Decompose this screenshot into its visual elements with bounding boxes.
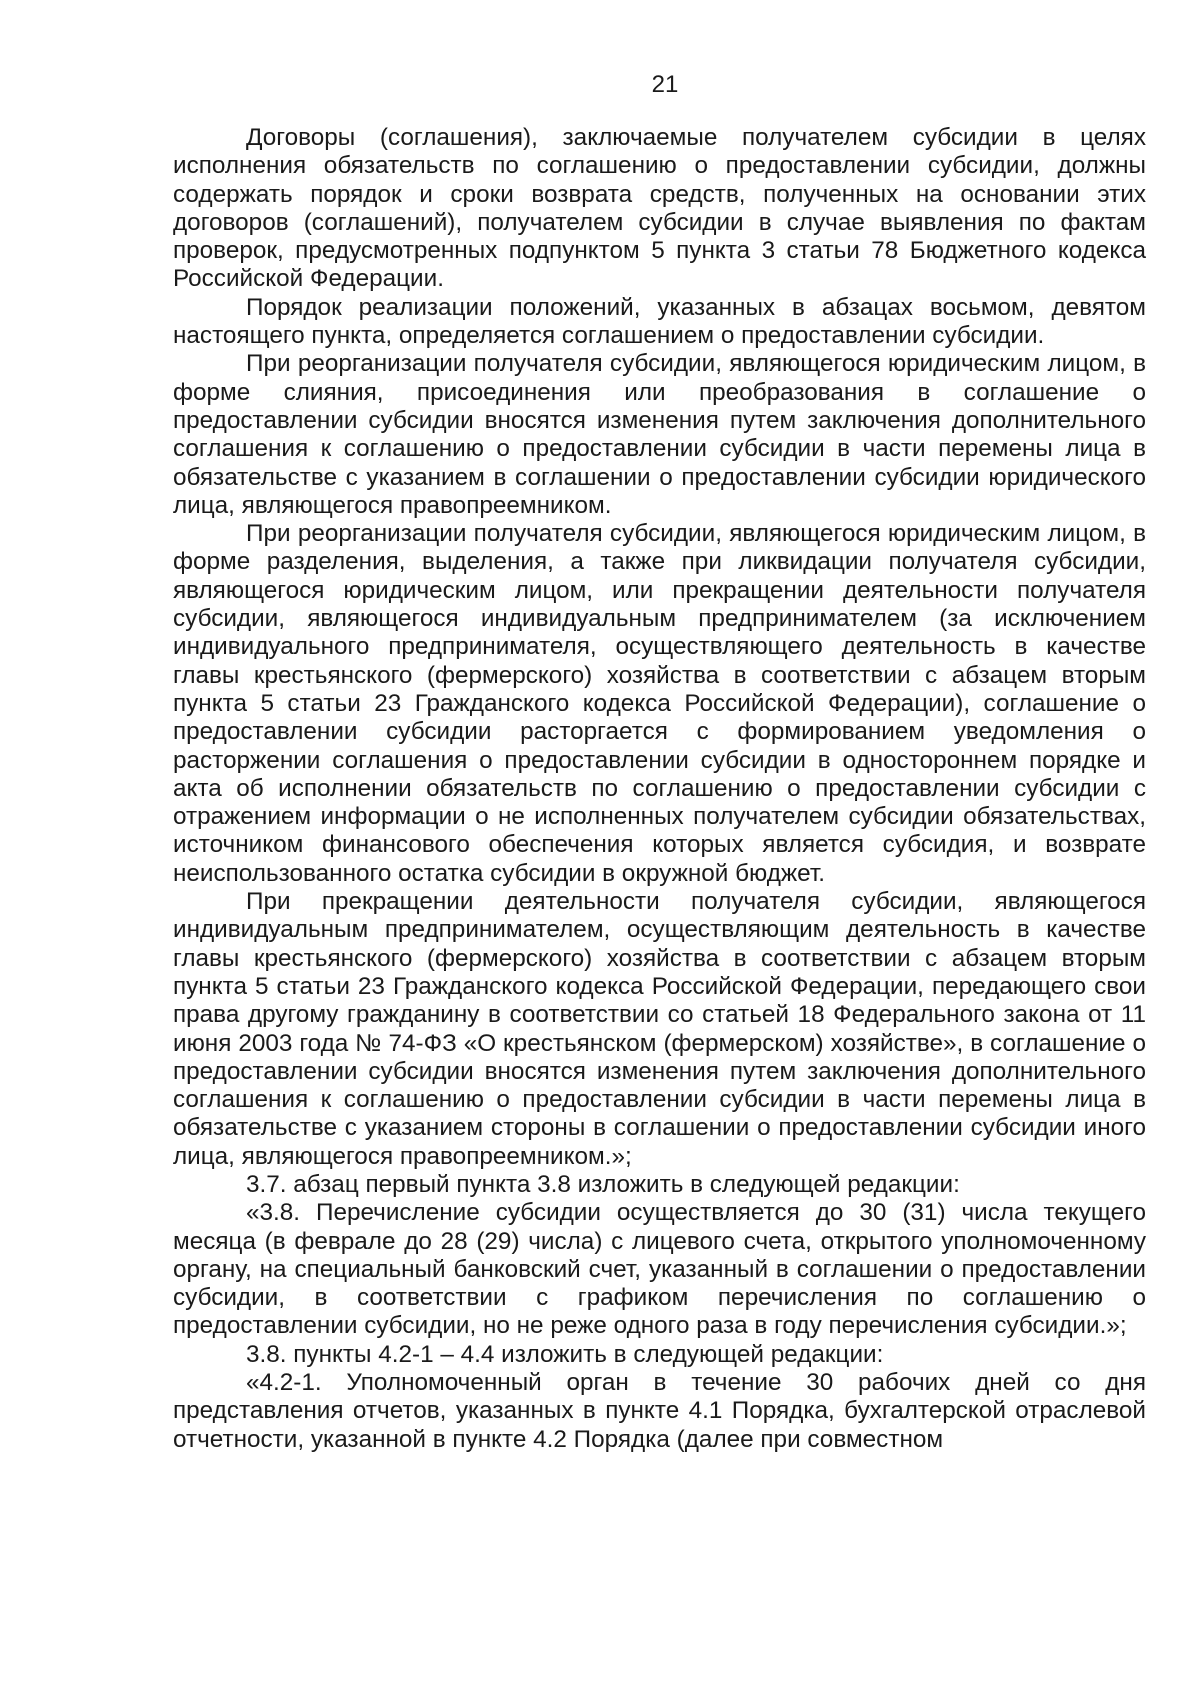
paragraph: 3.8. пункты 4.2-1 – 4.4 изложить в следующей редакции:: [246, 1340, 884, 1368]
paragraph: «3.8. Перечисление субсидии осуществляется до 30 (31) числа текущего месяца (в феврале до 28 (29) числа) с лицевого счета, открытого уполномоченному органу, на специальный банковский счет, указанный в соглашении о предоставлении субсидии, в соответствии с графиком перечисления по соглашению о предоставлении субсидии, но не реже одного раза в году перечисления субсидии.»;: [173, 1199, 1146, 1340]
page-number: 21: [651, 71, 679, 98]
paragraph: 3.7. абзац первый пункта 3.8 изложить в следующей редакции:: [246, 1170, 960, 1198]
paragraph: Договоры (соглашения), заключаемые получателем субсидии в целях исполнения обязательств по соглашению о предоставлении субсидии, должны содержать порядок и сроки возврата средств, полученных на основании этих договоров (соглашений), получателем субсидии в случае выявления по фактам проверок, предусмотренных подпунктом 5 пункта 3 статьи 78 Бюджетного кодекса Российской Федерации.: [173, 124, 1146, 293]
paragraph: При прекращении деятельности получателя субсидии, являющегося индивидуальным предпринимателем, осуществляющим деятельность в качестве главы крестьянского (фермерского) хозяйства в соответствии с абзацем вторым пункта 5 статьи 23 Гражданского кодекса Российской Федерации, передающего свои права другому гражданину в соответствии со статьей 18 Федерального закона от 11 июня 2003 года № 74-ФЗ «О крестьянском (фермерском) хозяйстве», в соглашение о предоставлении субсидии вносятся изменения путем заключения дополнительного соглашения к соглашению о предоставлении субсидии в части перемены лица в обязательстве с указанием стороны в соглашении о предоставлении субсидии иного лица, являющегося правопреемником.»;: [173, 888, 1146, 1170]
paragraph: При реорганизации получателя субсидии, являющегося юридическим лицом, в форме разделения, выделения, а также при ликвидации получателя субсидии, являющегося юридическим лицом, или прекращении деятельности получателя субсидии, являющегося индивидуальным предпринимателем (за исключением индивидуального предпринимателя, осуществляющего деятельность в качестве главы крестьянского (фермерского) хозяйства в соответствии с абзацем вторым пункта 5 статьи 23 Гражданского кодекса Российской Федерации), соглашение о предоставлении субсидии расторгается с формированием уведомления о расторжении соглашения о предоставлении субсидии в одностороннем порядке и акта об исполнении обязательств по соглашению о предоставлении субсидии с отражением информации о не исполненных получателем субсидии обязательствах, источником финансового обеспечения которых является субсидия, и возврате неиспользованного остатка субсидии в окружной бюджет.: [173, 520, 1146, 887]
paragraph: При реорганизации получателя субсидии, являющегося юридическим лицом, в форме слияния, присоединения или преобразования в соглашение о предоставлении субсидии вносятся изменения путем заключения дополнительного соглашения к соглашению о предоставлении субсидии в части перемены лица в обязательстве с указанием в соглашении о предоставлении субсидии юридического лица, являющегося правопреемником.: [173, 350, 1146, 519]
document-body: [173, 124, 1146, 1454]
paragraph: Порядок реализации положений, указанных в абзацах восьмом, девятом настоящего пункта, определяется соглашением о предоставлении субсидии.: [173, 293, 1146, 350]
paragraph: «4.2-1. Уполномоченный орган в течение 30 рабочих дней со дня представления отчетов, указанных в пункте 4.1 Порядка, бухгалтерской отраслевой отчетности, указанной в пункте 4.2 Порядка (далее при совместном: [173, 1369, 1146, 1453]
